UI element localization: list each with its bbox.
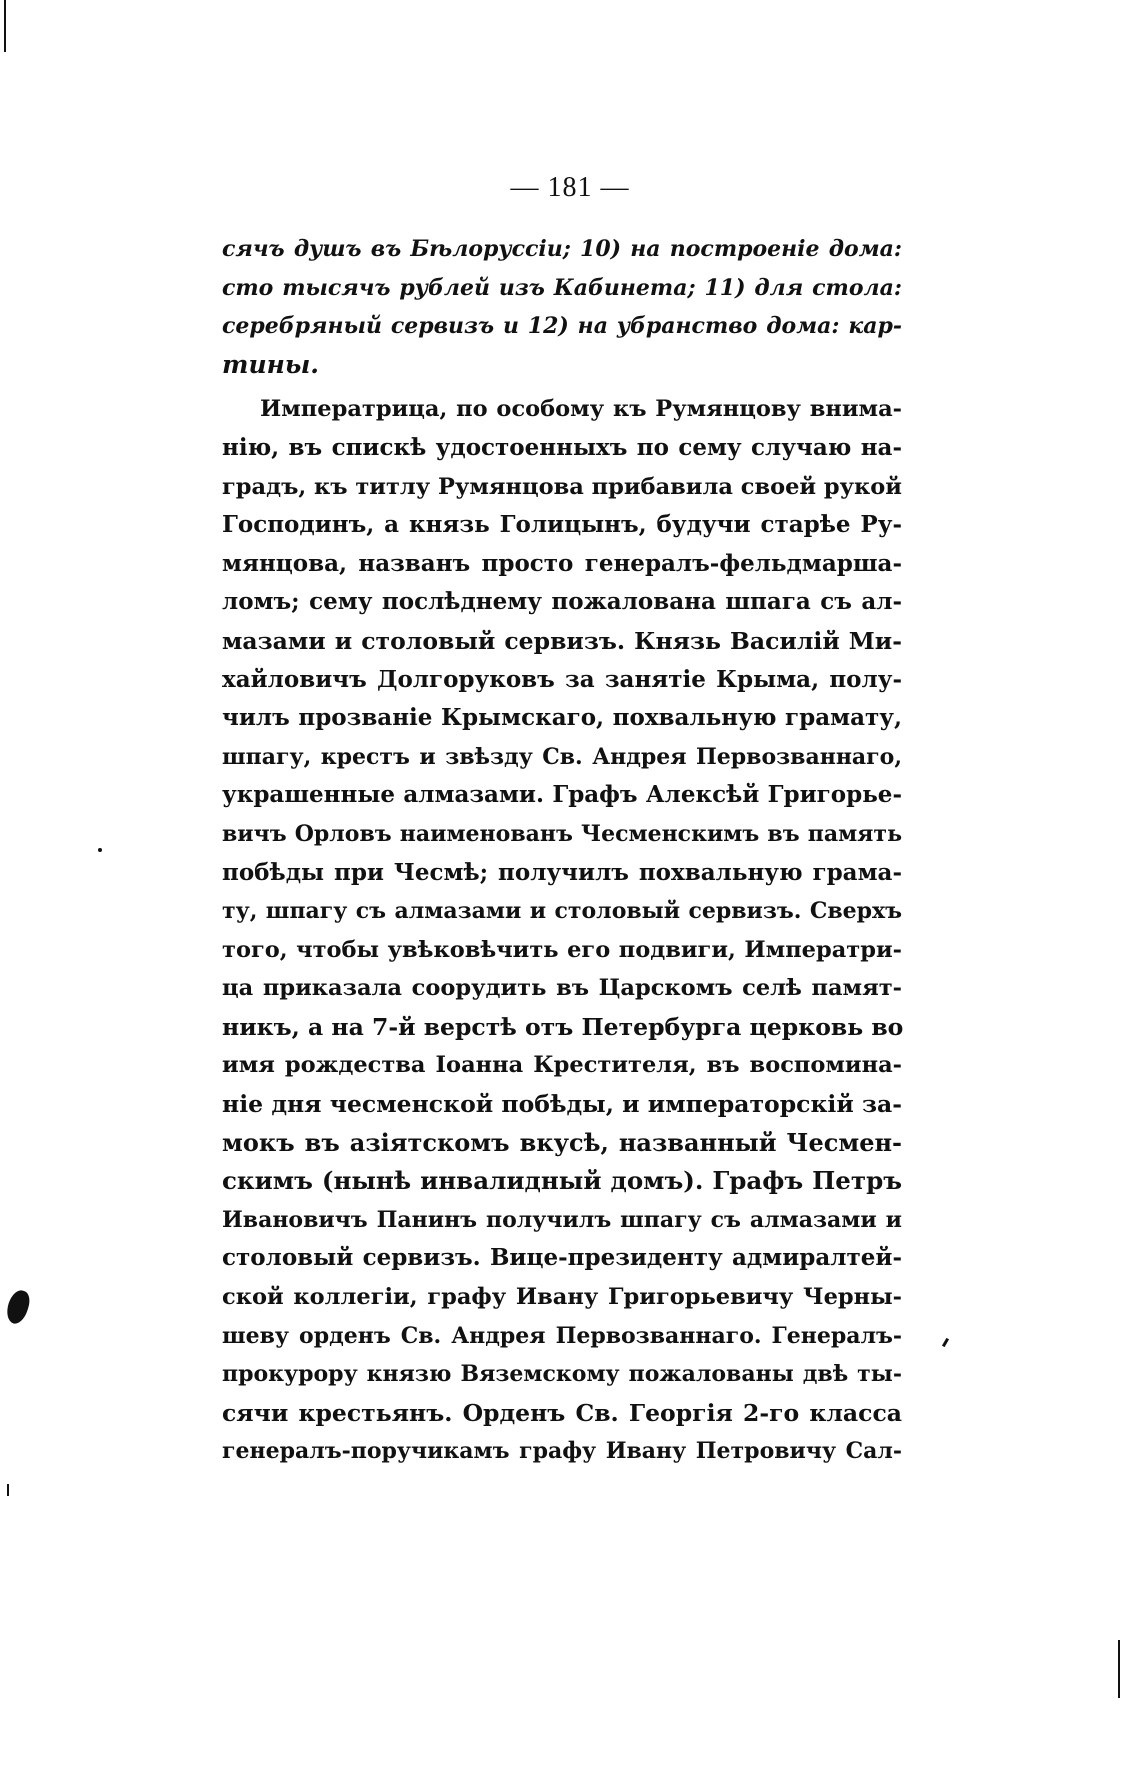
text-line: градъ, къ титлу Румянцова прибавила своей рукой: [222, 473, 902, 500]
text-line: мянцова, названъ просто генералъ-фельдмарша-: [222, 549, 902, 577]
text-line: сячи крестьянъ. Орденъ Св. Георгія 2-го класса: [222, 1398, 902, 1427]
text-line: побѣды при Чесмѣ; получилъ похвальную грама-: [222, 858, 902, 886]
paragraph-2: [222, 390, 902, 1471]
text-line: сячъ душъ въ Бѣлоруссіи; 10) на построеніе дома:: [222, 236, 902, 262]
text-line: столовый сервизъ. Вице-президенту адмиралтей-: [222, 1244, 902, 1272]
text-line: серебряный сервизъ и 12) на убранство дома: кар-: [222, 313, 902, 340]
text-line: вичъ Орловъ наименованъ Чесменскимъ въ память: [222, 820, 902, 847]
text-line: нію, въ спискѣ удостоенныхъ по сему случаю на-: [222, 433, 902, 461]
ink-blot: [3, 1288, 33, 1327]
text-line: Ивановичъ Панинъ получилъ шпагу съ алмазами и: [222, 1206, 902, 1233]
text-line: скимъ (нынѣ инвалидный домъ). Графъ Петръ: [222, 1166, 902, 1196]
text-line: ской коллегіи, графу Ивану Григорьевичу Черны-: [222, 1284, 902, 1311]
text-line: тины.: [222, 349, 319, 379]
text-line: шеву орденъ Св. Андрея Первозваннаго. Генералъ-: [222, 1322, 902, 1349]
scan-speck: [942, 1338, 949, 1347]
page-number: — 181 —: [510, 172, 630, 203]
text-line: сто тысячъ рублей изъ Кабинета; 11) для стола:: [222, 274, 902, 301]
text-line: мокъ въ азіятскомъ вкусѣ, названный Чесмен-: [222, 1127, 902, 1157]
text-line: имя рождества Іоанна Крестителя, въ воспомина-: [222, 1052, 902, 1079]
paragraph-1: [222, 230, 902, 384]
text-line: ломъ; сему послѣднему пожалована шпага съ ал-: [222, 588, 902, 616]
text-line: чилъ прозваніе Крымскаго, похвальную грамату,: [222, 704, 902, 732]
text-line: шпагу, крестъ и звѣзду Св. Андрея Первозваннаго,: [222, 743, 902, 770]
text-line: украшенные алмазами. Графъ Алексѣй Григорье-: [222, 781, 902, 809]
text-line: того, чтобы увѣковѣчить его подвиги, Императри-: [222, 936, 902, 963]
scan-edge-mark: [4, 0, 6, 52]
text-line: никъ, а на 7-й верстѣ отъ Петербурга церковь во: [222, 1012, 904, 1041]
scan-edge-mark: [1118, 1640, 1120, 1698]
text-line: прокурору князю Вяземскому пожалованы двѣ ты-: [222, 1361, 902, 1388]
text-line: Императрица, по особому къ Румянцову внима-: [260, 396, 902, 423]
text-line: генералъ-поручикамъ графу Ивану Петровичу Сал-: [222, 1438, 902, 1465]
text-line: ніе дня чесменской побѣды, и императорскій за-: [222, 1090, 902, 1119]
text-line: мазами и столовый сервизъ. Князь Василій Ми-: [222, 626, 902, 655]
text-line: ту, шпагу съ алмазами и столовый сервизъ. Сверхъ: [222, 898, 902, 925]
body-text: [222, 230, 902, 1471]
text-line: Господинъ, а князь Голицынъ, будучи старѣе Ру-: [222, 511, 902, 539]
scan-speck: [7, 1484, 9, 1496]
text-line: ца приказала соорудить въ Царскомъ селѣ памят-: [222, 975, 902, 1002]
text-line: хайловичъ Долгоруковъ за занятіе Крыма, полу-: [222, 665, 902, 693]
scan-speck: [98, 848, 102, 852]
